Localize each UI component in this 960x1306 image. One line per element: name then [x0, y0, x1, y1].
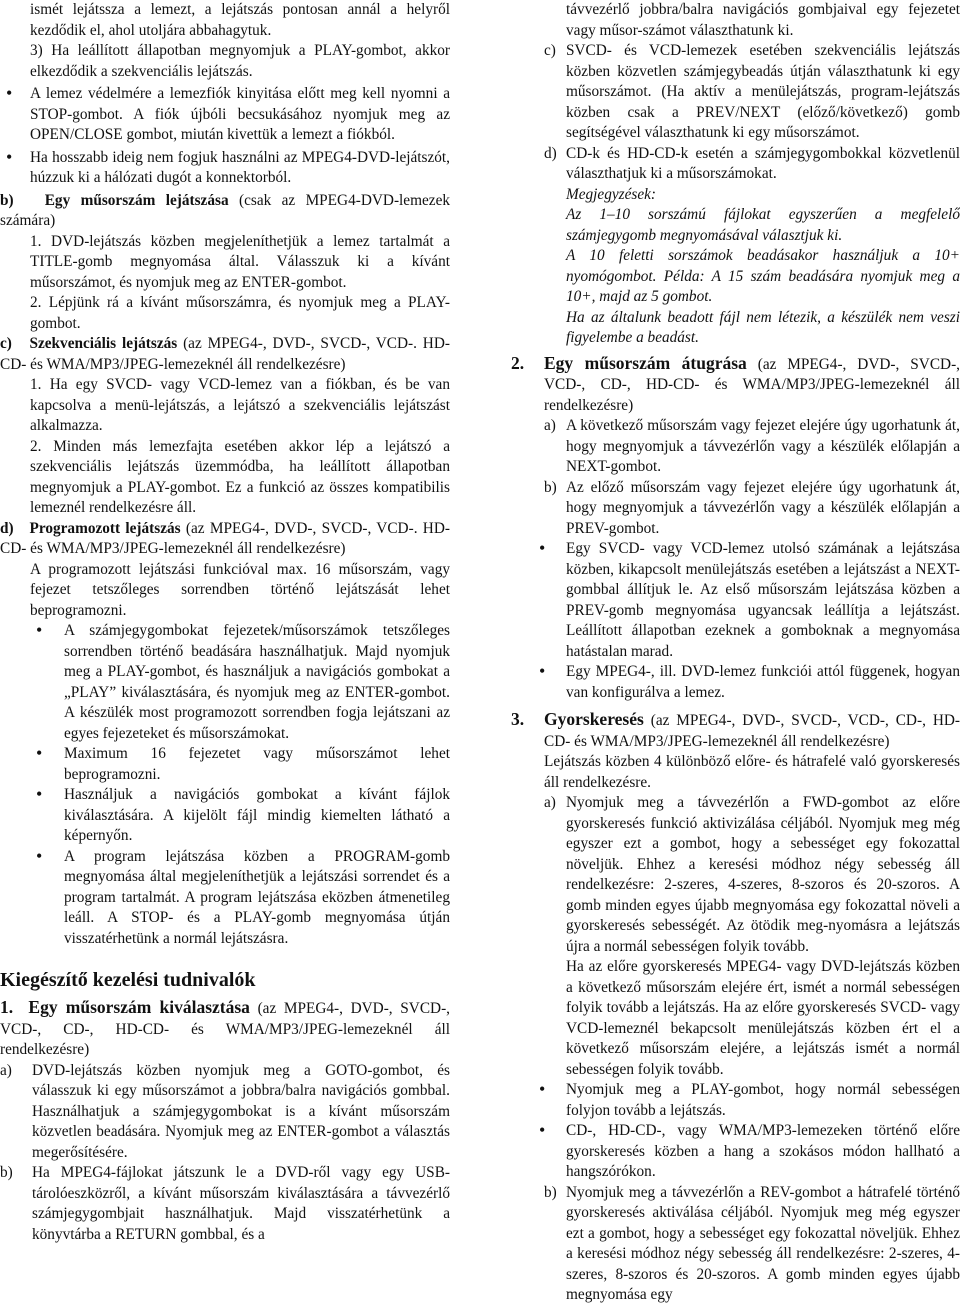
item-text: DVD-lejátszás közben nyomjuk meg a GOTO-gombot, és válasszuk ki egy műsorszámot a jobbra/balra navigációs gombbal. Használhatjuk a számjegygombokat is a kívánt műsorszám közvetlen beadására. Nyomjuk meg az ENTER-gombot a választás megerősítésére.: [32, 1061, 450, 1161]
paragraph: ismét lejátssza a lemezt, a lejátszás pontosan annál a helyről kezdődik el, ahol utoljára abbahagytuk.: [30, 1, 450, 39]
section-title: Egy műsorszám lejátszása: [44, 191, 229, 209]
numbered-step: 1. DVD-lejátszás közben megjeleníthetjük a lemez tartalmát a TITLE-gomb megnyomása által. Válasszuk ki a kívánt műsorszámot, és nyomjuk meg az ENTER-gombot.: [30, 232, 450, 291]
section-number: 3.: [511, 709, 525, 729]
item-marker: a): [544, 417, 556, 434]
section-marker: d): [0, 519, 14, 537]
paragraph: A programozott lejátszási funkcióval max. 16 műsorszám, vagy fejezet tetszőleges sorrendben történő lejátszását lehet beprogramozni.: [30, 560, 450, 619]
numbered-step: 1. Ha egy SVCD- vagy VCD-lemez van a fiókban, és be van kapcsolva a menü-lejátszás, a lejátszó a szekvenciális lejátszást alkalmazza.: [30, 376, 450, 434]
section-note: (az MPEG4-, DVD-, SVCD-, VCD-, CD-, HD-CD- és WMA/MP3/JPEG-lemezeknél áll rendelkezésre): [544, 355, 960, 414]
bullet-item: • Használjuk a navigációs gombokat a kívánt fájlok kiválasztására. A kijelölt fájl mindig kiemelten látható a képernyőn.: [30, 785, 450, 847]
note-item: A 10 feletti sorszámok beadásakor használjuk a 10+ nyomógombot. Példa: A 15 szám beadására nyomjuk meg a 10+, majd az 5 gombot.: [566, 247, 960, 305]
section-c-heading: [0, 334, 450, 375]
paragraph: 3) Ha leállított állapotban megnyomjuk a PLAY-gombot, akkor elkezdődik a szekvenciális lejátszás.: [30, 42, 450, 80]
section-note: (az MPEG4-, DVD-, SVCD-, VCD-. HD-CD- és WMA/MP3/JPEG-lemezeknél áll rendelkezésre): [0, 335, 450, 373]
bullet-item: • Maximum 16 fejezetet vagy műsorszámot lehet beprogramozni.: [30, 744, 450, 785]
bullet-item: • CD-, HD-CD-, vagy WMA/MP3-lemezeken történő előre gyorskeresés közben a hang a szokásos módon hallható a hangszórókon.: [533, 1121, 960, 1183]
item-text: Az előző műsorszám vagy fejezet elejére úgy ugorhatunk át, hogy megnyomjuk a távvezérlőn vagy a készülék előlapján a PREV-gombot.: [566, 478, 960, 537]
item-marker: b): [544, 478, 557, 496]
section-title: Szekvenciális lejátszás: [29, 335, 178, 352]
note-item: Az 1–10 sorszámú fájlokat egyszerűen a megfelelő számjegygomb megnyomásával választjuk ki.: [566, 206, 960, 244]
section-note: (az MPEG4-, DVD-, SVCD-, VCD-, CD-, HD-CD- és WMA/MP3/JPEG-lemezeknél áll rendelkezésre): [544, 712, 960, 750]
section-b-heading: [0, 191, 450, 232]
item-marker: a): [0, 1061, 12, 1079]
lettered-item: [544, 1183, 960, 1306]
bullet-item: • Ha hosszabb ideig nem fogjuk használni az MPEG4-DVD-lejátszót, húzzuk ki a hálózati dugót a konnektorból.: [0, 148, 450, 189]
right-column: [511, 0, 960, 1306]
section-d-heading: [0, 519, 450, 560]
note-item: Ha az általunk beadott fájl nem létezik, a készülék nem veszi figyelembe a beadást.: [566, 308, 960, 346]
item-text: Ha MPEG4-fájlokat játszunk le a DVD-ről vagy egy USB-tárolóeszközről, a kívánt műsorszám kiválasztására a távvezérlő számjegygombjait használhatjuk. Majd visszatérhetünk a könyvtárba a RETURN gombbal, és a: [32, 1164, 450, 1243]
section-number: 1.: [0, 997, 14, 1017]
section-note: (az MPEG4-, DVD-, SVCD-, VCD-. HD-CD- és WMA/MP3/JPEG-lemezeknél áll rendelkezésre): [0, 519, 450, 557]
item-text: Nyomjuk meg a távvezérlőn a FWD-gombot az előre gyorskeresés funkció aktivizálása céljából. Nyomjuk meg még egyszer ezt a gombot, hogy a sebességet egy fokozattal növeljük. Ehhez a keresési módhoz négy sebesség áll rendelkezésre: 2-szeres, 4-szeres, 8-szoros és 20-szoros. A gomb minden egyes újabb megnyomása egy fokozattal növeli a gyorskeresés sebességét. Az ötödik meg-nyomásra a lejátszás újra a normál sebességen folyik tovább.: [566, 794, 960, 955]
lettered-item: [0, 1061, 450, 1164]
item-marker: d): [544, 144, 557, 162]
bullet-item: • Egy MPEG4-, ill. DVD-lemez funkciói attól függenek, hogyan van konfigurálva a lemez.: [533, 662, 960, 703]
lettered-item: [544, 144, 960, 185]
lettered-item: [544, 478, 960, 540]
section-note: (csak az MPEG4-DVD-lemezek számára): [0, 191, 451, 229]
lettered-item: [0, 1163, 450, 1245]
item-marker: c): [544, 42, 556, 59]
section-marker: b): [0, 191, 14, 209]
left-column: [0, 0, 450, 1245]
section-note: (az MPEG4-, DVD-, SVCD-, VCD-, CD-, HD-CD- és WMA/MP3/JPEG-lemezeknél áll rendelkezésre): [0, 1000, 450, 1058]
section-title: Egy műsorszám átugrása: [544, 352, 747, 373]
bullet-item: • A számjegygombokat fejezetek/műsorszámok tetszőleges sorrendben történő beadására használhatjuk. Majd nyomjuk meg a PLAY-gombot, és használjuk a navigációs gombokat a „PLAY” kiválasztására, és nyomjuk meg az ENTER-gombot. A készülék most programozott sorrendben fogja lejátszani az egyes fejezeteket és műsorszámokat.: [30, 621, 450, 744]
item-text: CD-k és HD-CD-k esetén a számjegygombokkal közvetlenül választhatjuk ki a műsorszámokat.: [566, 144, 960, 182]
section-title: Egy műsorszám kiválasztása: [28, 997, 250, 1017]
item-marker: b): [0, 1164, 13, 1181]
section-marker: c): [0, 335, 12, 352]
lettered-item: [544, 416, 960, 478]
numbered-step: 2. Lépjünk rá a kívánt műsorszámra, és nyomjuk meg a PLAY-gombot.: [30, 294, 450, 332]
section-3-heading: [511, 709, 960, 752]
section-1-heading: [0, 997, 450, 1061]
section-title: Programozott lejátszás: [29, 519, 181, 537]
section-heading: Kiegészítő kezelési tudnivalók: [0, 969, 256, 991]
numbered-step: 2. Minden más lemezfajta esetében akkor lép a lejátszó a szekvenciális lejátszás üzemmódba, ha leállított állapotban megnyomjuk a PLAY-gombot. Ez a funkció az összes kompatibilis lemeznél rendelkezésre áll.: [30, 437, 450, 516]
bullet-item: • Nyomjuk meg a PLAY-gombot, hogy normál sebességen folyjon tovább a lejátszás.: [533, 1080, 960, 1121]
bullet-item: • A lemez védelmére a lemezfiók kinyitása előtt meg kell nyomni a STOP-gombot. A fiók újbóli becsukásához nyomjuk meg az OPEN/CLOSE gombot, miután kivettük a lemezt a fiókból.: [0, 84, 450, 146]
item-text: A következő műsorszám vagy fejezet elejére úgy ugorhatunk át, hogy megnyomjuk a távvezérlőn vagy a készülék előlapján a NEXT-gombot.: [566, 417, 960, 475]
lettered-item: [544, 41, 960, 144]
item-text: SVCD- és VCD-lemezek esetében szekvenciális lejátszás közben közvetlen számjegybeadás útján választhatunk ki egy műsorszámot. (Ha aktív a menülejátszás, program-lejátszás közben csak a PREV/NEXT (előző/következő) gomb segítségével választhatunk ki egy műsorszámot.: [566, 42, 960, 141]
paragraph: távvezérlő jobbra/balra navigációs gombjaival egy fejezetet vagy műsor-számot választhatunk ki.: [566, 1, 960, 39]
bullet-item: • Egy SVCD- vagy VCD-lemez utolsó számának a lejátszása közben, kikapcsolt menülejátszás esetében a lejátszást a NEXT-gombbal állítjuk le. Az első műsorszám lejátszása közben a PREV-gomb megnyomása ugyancsak leállítja a lejátszást. Leállított állapotban ezeknek a gomboknak a megnyomása hatástalan marad.: [533, 539, 960, 662]
note-title: Megjegyzések:: [566, 185, 657, 203]
paragraph: Lejátszás közben 4 különböző előre- és hátrafelé való gyorskeresés áll rendelkezésre.: [544, 753, 960, 791]
paragraph: Ha az előre gyorskeresés MPEG4- vagy DVD-lejátszás közben a következő műsorszám elejére ért, ismét a normál sebességen folyik tovább a lejátszás. Ha az előre gyorskeresés SVCD- vagy VCD-lemeznél bekapcsolt menülejátszás közben ért el a következő műsorszám elejére, a lejátszás ismét a normál sebességen folyik tovább.: [566, 958, 960, 1078]
item-marker: b): [544, 1183, 557, 1201]
item-text: Nyomjuk meg a távvezérlőn a REV-gombot a hátrafelé történő gyorskeresés aktiválása céljából. Nyomjuk meg még egyszer ezt a gombot, hogy a sebességet egy fokozattal növeljük. Ehhez a keresési módhoz négy sebesség áll rendelkezésre: 2-szeres, 4-szeres, 8-szoros és 20-szoros. A gomb minden egyes újabb megnyomása egy: [566, 1183, 960, 1303]
section-2-heading: [511, 353, 960, 417]
item-marker: a): [544, 794, 556, 811]
lettered-item: [544, 793, 960, 957]
bullet-item: • A program lejátszása közben a PROGRAM-gomb megnyomása által megjeleníthetjük a lejátszási sorrendet és a program tartalmát. A program lejátszása eközben átmenetileg leáll. A STOP- és a PLAY-gomb megnyomása útján visszatérhetünk a normál lejátszásra.: [30, 847, 450, 950]
section-number: 2.: [511, 352, 525, 373]
section-title: Gyorskeresés: [544, 709, 644, 729]
